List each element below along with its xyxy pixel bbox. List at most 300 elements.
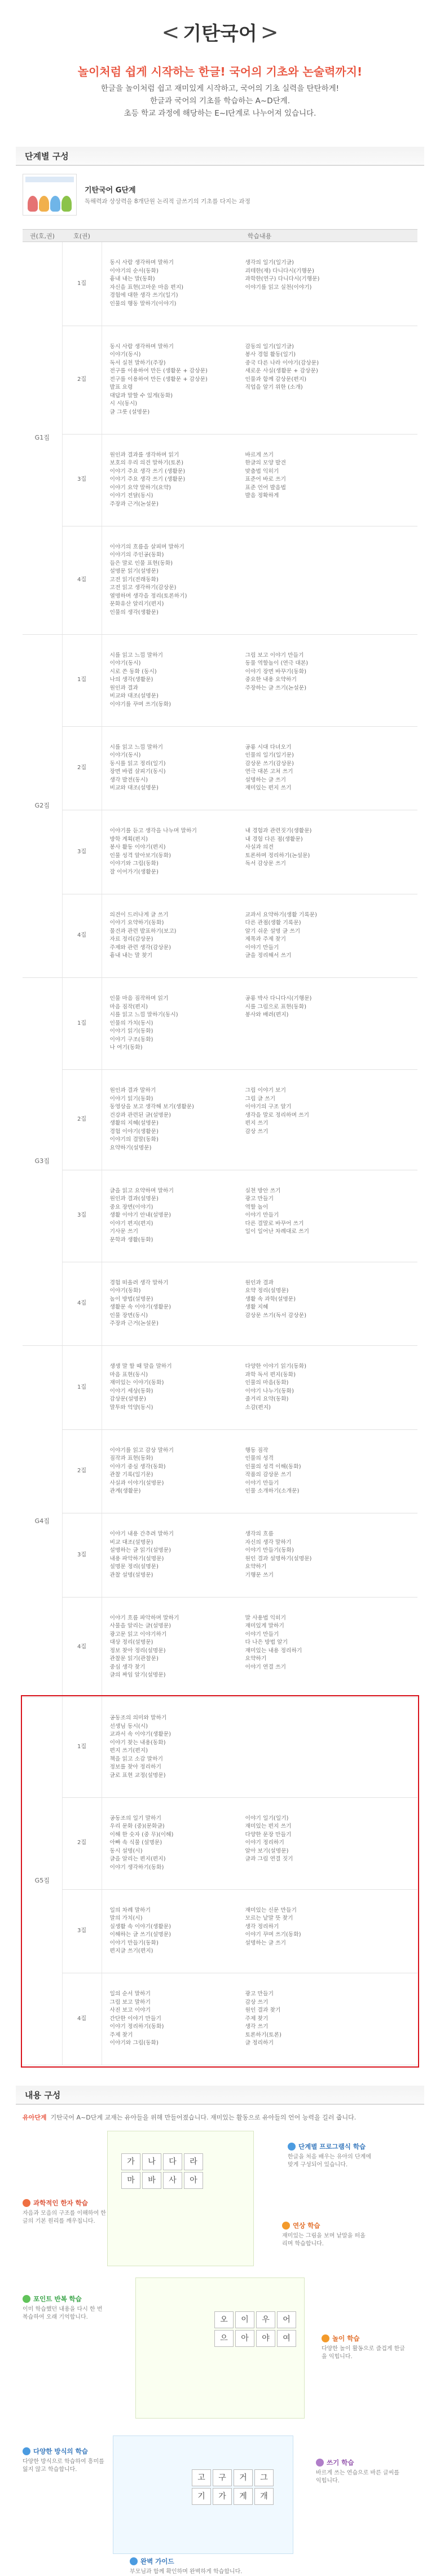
lesson-item: 인물의 가치(동시) <box>109 1020 153 1026</box>
lesson-item: 감상문 쓰기(감상문) <box>245 760 294 767</box>
lesson-item: 생생 말 할 때 말을 말하기 <box>109 1363 172 1370</box>
lesson-item: 동시를 읽고 정리(일기) <box>109 760 166 767</box>
content-cell <box>102 242 417 326</box>
lesson-item: 원인 결과 설명하기(설명문) <box>245 1555 312 1562</box>
bullet-icon <box>322 2334 329 2342</box>
lesson-item: 동시 사람 생각하며 말하기 <box>109 343 174 350</box>
left-column <box>110 451 245 509</box>
lesson-item: 비교 대조(설명문) <box>109 1539 153 1546</box>
lesson-item: 요약하기(설명문) <box>109 1144 152 1151</box>
table-row <box>23 1070 417 1170</box>
lesson-item: 생각을 말로 정리하며 쓰기 <box>245 1112 309 1118</box>
lesson-item: 이야기 일기(일기) <box>245 1815 289 1822</box>
bullet-icon <box>130 2557 138 2565</box>
table-row <box>23 634 417 726</box>
right-column <box>245 995 412 1052</box>
section-heading-content: 내용 구성 <box>16 2086 424 2105</box>
callout-title: 연상 학습 <box>293 2222 320 2230</box>
bullet-icon <box>288 2143 296 2151</box>
right-column <box>245 652 412 709</box>
lesson-item: 시를 그림으로 표현(동화) <box>245 1003 307 1010</box>
lesson-item: 일이 일어난 차례대로 쓰기 <box>245 1228 309 1235</box>
book-cell: 2집 <box>62 1070 102 1170</box>
content-intro <box>23 2113 417 2122</box>
lesson-item: 우리 문화 (중)(문화글) <box>109 1823 165 1830</box>
callout-repeat <box>23 2294 107 2322</box>
callout-text: 한글을 처음 배우는 유아의 단계에 맞게 구성되어 있습니다. <box>288 2154 371 2168</box>
lesson-item: 인물 마음 짐작하며 읽기 <box>109 995 169 1002</box>
lesson-item: 이해 한 숫자 (중 무)(이해) <box>109 1831 174 1838</box>
lesson-item: 물건과 관련 발표하기(보고) <box>109 928 177 934</box>
lesson-item: 말 사용법 익히기 <box>245 1614 286 1621</box>
lesson-item: 이야기의 결말(동화) <box>109 1136 159 1143</box>
lesson-item: 다양한 이야기 읽기(동화) <box>245 1363 307 1370</box>
lesson-item: 시로 쓴 동화 (동시) <box>109 668 157 675</box>
lesson-item: 관찰 기록(일기문) <box>109 1472 153 1478</box>
lesson-item: 독서 실천 말하기(주장) <box>109 359 166 366</box>
right-column <box>245 451 412 509</box>
lesson-item: 봉사 경험 활동(일기) <box>245 352 296 358</box>
lesson-item: 그림 글 쓰기 <box>245 1095 276 1102</box>
lesson-item: 비교와 대조(설명문) <box>109 785 159 792</box>
lesson-item: 소감(편지) <box>245 1404 271 1411</box>
letter-box: 기 <box>192 2488 211 2505</box>
right-column <box>245 1279 412 1328</box>
lesson-item: 이야기 요약 말하기(요약) <box>109 484 171 491</box>
lesson-item: 공동조의 의미와 말하기 <box>109 1715 167 1722</box>
left-column <box>110 911 245 960</box>
book-cell: 2집 <box>62 726 102 810</box>
left-column <box>110 827 245 876</box>
level-cell: G5집 <box>23 1697 62 2065</box>
lesson-item: 이야기 만들기 <box>245 1480 279 1486</box>
lesson-item: 이야기 전달(동시) <box>109 493 153 499</box>
lesson-item: 재미있게 말하기 <box>245 1623 284 1630</box>
lesson-item: 편지 쓰기 <box>245 1120 269 1127</box>
lesson-item: 실천 방안 쓰기 <box>245 1187 281 1194</box>
lesson-item: 들은 말로 인물 표현(동화) <box>109 560 173 567</box>
callout-guide <box>130 2557 299 2576</box>
lesson-item: 생활 이야기 안내(설명문) <box>109 1212 171 1219</box>
lesson-item: 중심 생각 찾기 <box>109 1664 146 1670</box>
lesson-item: 중국 다른 나라 이야기(감상문) <box>245 359 319 366</box>
lesson-item: 이야기 주요 생각 쓰기 (생활문) <box>109 476 186 483</box>
lesson-item: 책을 읽고 소감 말하기 <box>109 1756 164 1762</box>
book-cell: 3집 <box>62 810 102 894</box>
lesson-item: 시를 읽고 느낌 말하기 <box>109 744 164 751</box>
lesson-item: 건강과 관련된 글(설명문) <box>109 1112 171 1118</box>
book-cell: 4집 <box>62 1973 102 2065</box>
lesson-item: 주장과 근거(논설문) <box>109 1320 159 1327</box>
table-row <box>23 434 417 526</box>
desc-line: 한글과 국어의 기초를 학습하는 A~D단계. <box>149 96 290 106</box>
lesson-item: 짐작과 표현(동화) <box>109 1455 153 1462</box>
lesson-item: 이야기(동시) <box>109 660 141 667</box>
lesson-item: 토론하기(토론) <box>245 2031 281 2038</box>
right-column <box>245 1614 412 1680</box>
callout-text: 부모님과 함께 확인하며 완벽하게 학습합니다. <box>130 2569 243 2575</box>
level-cell: G3집 <box>23 978 62 1346</box>
lesson-item: 이야기 만들기 <box>245 944 279 951</box>
lesson-item: 원인과 결과 <box>245 1279 274 1286</box>
table-row <box>23 1429 417 1513</box>
table-row <box>23 978 417 1070</box>
description <box>0 82 440 120</box>
lesson-item: 이야기를 읽고 실천(이야기) <box>245 284 312 291</box>
lesson-item: 원인 결과 찾기 <box>245 2007 281 2014</box>
lesson-item: 이야기 읽기(동화) <box>109 1095 153 1102</box>
lesson-item: 이야기 연결 쓰기 <box>245 1664 286 1670</box>
right-column <box>245 1363 412 1412</box>
letter-box: 개 <box>254 2488 274 2505</box>
lesson-item: 글 그릇 (설명문) <box>109 409 150 415</box>
content-cell <box>102 526 417 634</box>
lesson-item: 자료 정리(감상문) <box>109 936 153 943</box>
lesson-item: 이야기 정리하기(동화) <box>109 2024 164 2030</box>
lesson-item: 모르는 낱말 뜻 찾기 <box>245 1915 293 1922</box>
letter-box: 마 <box>121 2172 140 2189</box>
lesson-item: 맞춤법 익히기 <box>245 468 279 475</box>
table-header <box>23 230 417 242</box>
book-cell: 4집 <box>62 1597 102 1697</box>
lesson-item: 과학 독서 편지(동화) <box>245 1371 296 1378</box>
lesson-item: 나 여기(동화) <box>109 1045 143 1051</box>
lesson-item: 주장과 근거(논설문) <box>109 501 159 507</box>
right-column <box>245 1187 412 1245</box>
lesson-item: 그림 이야기 보기 <box>245 1087 286 1094</box>
lesson-item: 이야기의 순서(동화) <box>109 267 159 274</box>
lesson-item: 방학 계획(편지) <box>109 836 148 842</box>
lesson-item: 사실과 이야기(설명문) <box>109 1480 164 1486</box>
bracket-left: < <box>161 19 180 45</box>
column-header: 학습내용 <box>102 230 417 242</box>
lesson-item: 경험에 대한 생각 쓰기(일기) <box>109 292 178 299</box>
right-column <box>245 259 412 308</box>
letter-box: 여 <box>277 2330 296 2347</box>
callout-title: 단계별 프로그램식 학습 <box>298 2143 366 2151</box>
book-cell: 4집 <box>62 894 102 978</box>
lesson-item: 이야기 찾는 내용(동화) <box>109 1739 166 1746</box>
lesson-item: 괴테한(재) 다니다시(기행문) <box>245 267 315 274</box>
lesson-item: 이야기의 구조 알기 <box>245 1104 292 1111</box>
lesson-item: 인물 소개하기(소개문) <box>245 1488 300 1495</box>
lesson-item: 고전 읽고 생각하기(감상문) <box>109 585 177 591</box>
lesson-item: 이야기를 꾸며 쓰기(동화) <box>109 701 171 708</box>
content-cell <box>102 1070 417 1170</box>
lesson-item: 이해하는 글 쓰기(설명문) <box>109 1932 171 1938</box>
lesson-item: 관찰 설명(설명문) <box>109 1572 153 1578</box>
lesson-item: 선생님 동시(시) <box>109 1723 148 1730</box>
letter-grid <box>121 2153 203 2189</box>
callout-title: 과학적인 한자 학습 <box>33 2199 88 2207</box>
lesson-item: 인물의 마음(동화) <box>245 1380 289 1386</box>
level-cell: G2집 <box>23 634 62 978</box>
letter-box: 그 <box>254 2469 274 2486</box>
column-header: 권(호,권) <box>23 230 62 242</box>
lesson-item: 그림 보고 이야기 만들기 <box>245 652 304 659</box>
lesson-item: 일의 차례 말하기 <box>109 1907 151 1914</box>
lesson-item: 이야기 흐름 파악하며 말하기 <box>109 1614 179 1621</box>
book-cell: 3집 <box>62 1170 102 1262</box>
lesson-item: 이야기의 흐름을 살피며 말하기 <box>109 543 184 550</box>
lesson-item: 문화유산 알리기(편지) <box>109 601 164 608</box>
letter-box: 어 <box>277 2311 296 2328</box>
right-column <box>245 744 412 793</box>
callout-title: 놀이 학습 <box>332 2334 360 2342</box>
table-row <box>23 1262 417 1346</box>
lesson-item: 경험 이야기(생활문) <box>109 1128 159 1135</box>
lesson-item: 간단한 이야기 만들기 <box>109 2015 161 2022</box>
lesson-item: 사진 보고 이야기 <box>109 2007 151 2014</box>
callout-title: 쓰기 학습 <box>327 2459 354 2467</box>
lesson-item: 글의 짜임 알기(설명문) <box>109 1672 166 1679</box>
lesson-item: 설명하는 글 읽기(설명문) <box>109 1547 171 1554</box>
callout-title: 포인트 반복 학습 <box>33 2295 82 2303</box>
left-column <box>110 652 245 709</box>
lesson-item: 설명하는 글 쓰기 <box>245 1939 286 1946</box>
lesson-item: 제목과 주제 찾기 <box>245 936 286 943</box>
workbook-page-1 <box>107 2131 254 2266</box>
intro-text: 기탄국어 A~D단계 교재는 유아들을 위해 만들어졌습니다. 재미있는 활동으로 유아들의 언어 능력을 길러 줍니다. <box>50 2114 357 2121</box>
lesson-item: 고전 읽기(전래동화) <box>109 576 159 583</box>
lesson-item: 자신의 생각 말하기 <box>245 1539 292 1546</box>
lesson-item: 광고문 읽고 이야기하기 <box>109 1631 167 1638</box>
left-column <box>110 543 245 617</box>
lesson-item: 이야기 나누기(동화) <box>245 1388 294 1394</box>
lesson-item: 이야기(동화) <box>109 1288 141 1294</box>
lesson-item: 이야기(동시) <box>109 352 141 358</box>
lesson-item: 요약하기 <box>245 1564 267 1570</box>
lesson-item: 동시 설명(시) <box>109 1847 143 1854</box>
lesson-item: 글로 표현 교정(설명문) <box>109 1772 166 1779</box>
table-row <box>23 894 417 978</box>
book-cell: 3집 <box>62 1513 102 1598</box>
lesson-item: 비교와 대조(설명문) <box>109 693 159 700</box>
callout-text: 자음과 모음의 구조를 이해하여 한글의 기본 원리를 깨우칩니다. <box>23 2210 106 2224</box>
lesson-item: 재미있는 신문 만들기 <box>245 1907 297 1914</box>
content-cell <box>102 1429 417 1513</box>
letter-box: 라 <box>184 2153 203 2170</box>
section-heading-stages: 단계별 구성 <box>16 147 424 166</box>
lesson-item: 인물과 함께 감상문(편지) <box>245 376 307 383</box>
table-row <box>23 326 417 434</box>
lesson-item: 생활문 속 이야기(생활문) <box>109 1304 171 1311</box>
lesson-item: 주제와 관련 생각(감상문) <box>109 944 171 951</box>
callout-text: 다양한 놀이 활동으로 즐겁게 한글을 익힙니다. <box>322 2346 405 2360</box>
lesson-item: 재미있는 편지 쓰기 <box>245 1823 292 1830</box>
lesson-item: 경험 떠올려 생각 말하기 <box>109 1279 169 1286</box>
book-cell: 1집 <box>62 978 102 1070</box>
lesson-item: 원인과 결과 <box>109 684 138 691</box>
book-cell: 2집 <box>62 1797 102 1889</box>
lesson-item: 감상 쓰기 <box>245 1999 269 2005</box>
content-cell <box>102 1170 417 1262</box>
lesson-item: 글 정리하기 <box>245 2040 274 2047</box>
desc-line: 초등 학교 과정에 해당하는 E~I단계로 나누어져 있습니다. <box>124 109 316 118</box>
lesson-item: 이야기 만들기(동화) <box>109 1939 159 1946</box>
lesson-item: 관계(생활문) <box>109 1488 141 1495</box>
letter-box: 우 <box>256 2311 275 2328</box>
lesson-item: 글과 그림 연결 짓기 <box>245 1856 293 1863</box>
lesson-item: 동물 역할놀이 (연극 대본) <box>245 660 309 667</box>
lesson-item: 생활 지혜 <box>245 1304 269 1311</box>
lesson-item: 생각의 흐름 <box>245 1531 274 1538</box>
lesson-item: 요약 정리(설명문) <box>245 1288 289 1294</box>
lesson-item: 중요한 내용 요약하기 <box>245 677 297 683</box>
callout-association <box>282 2221 367 2248</box>
book-cell: 2집 <box>62 326 102 434</box>
content-cell <box>102 1346 417 1430</box>
lesson-item: 문학과 생활(동화) <box>109 1236 153 1243</box>
lesson-item: 인물의 성격 이해(동화) <box>245 1463 301 1470</box>
lesson-item: 글을 정리해서 쓰기 <box>245 953 292 959</box>
lesson-item: 다른 결말로 바꾸어 쓰기 <box>245 1220 304 1227</box>
intro-title: 기탄국어 G단계 <box>85 186 136 195</box>
letter-grid <box>214 2311 296 2347</box>
lesson-item: 원인과 결과를 생각하며 읽기 <box>109 451 179 458</box>
lesson-item: 다른 관점(생활 기록문) <box>245 920 301 927</box>
book-cover-image <box>23 174 77 216</box>
callout-various <box>23 2447 107 2474</box>
lesson-item: 한글의 모양 발견 <box>245 460 286 467</box>
lesson-item: 전구를 이용하여 만든 (생활문 + 감상문) <box>109 368 208 375</box>
lesson-item: 요약하기 <box>245 1656 267 1662</box>
left-column <box>110 1087 245 1152</box>
lesson-item: 작품의 감상문 쓰기 <box>245 1472 292 1478</box>
lesson-item: 발표 요령 <box>109 384 133 391</box>
lesson-item: 봉사 활동 이야기(편지) <box>109 844 166 851</box>
callout-writing <box>316 2458 401 2485</box>
lesson-item: 글을 읽고 요약하며 말하기 <box>109 1187 174 1194</box>
lesson-item: 공동조의 일기 말하기 <box>109 1815 161 1822</box>
letter-grid <box>192 2469 274 2505</box>
callout-text: 다양한 방식으로 학습하여 흥미를 잃지 않고 학습합니다. <box>23 2459 104 2473</box>
content-illustrations <box>23 2131 417 2575</box>
left-column <box>110 1363 245 1412</box>
lesson-item: 재미있는 편지 쓰기 <box>245 785 292 792</box>
lesson-item: 인물의 일기(일기문) <box>245 752 294 759</box>
lesson-item: 원인과 결과 말하기 <box>109 1087 156 1094</box>
lesson-item: 연극 대본 고쳐 쓰기 <box>245 769 293 775</box>
letter-box: 가 <box>213 2488 232 2505</box>
letter-box: 아 <box>235 2330 254 2347</box>
lesson-item: 아빠 속 식물 (설명문) <box>109 1840 162 1846</box>
lesson-item: 광고 만들기 <box>245 1991 274 1998</box>
column-header: 호(권) <box>62 230 102 242</box>
lesson-item: 생각 쓰기 <box>245 2024 269 2030</box>
bullet-icon <box>23 2295 30 2303</box>
lesson-item: 이야기의 주인공(동화) <box>109 552 164 559</box>
lesson-item: 잘 이어가기(생활문) <box>109 868 159 875</box>
lesson-item: 생각 발전(동시) <box>109 776 148 783</box>
bullet-icon <box>282 2222 290 2230</box>
lesson-item: 생각 정리하기 <box>245 1923 279 1930</box>
right-column <box>245 1087 412 1152</box>
lesson-item: 그림 보고 말하기 <box>109 1999 151 2005</box>
lesson-item: 감상 쓰기 <box>245 1128 269 1135</box>
letter-box: 이 <box>235 2311 254 2328</box>
lesson-item: 광고 만들기 <box>245 1196 274 1203</box>
stage-intro <box>23 174 417 216</box>
content-cell <box>102 978 417 1070</box>
lesson-item: 마음 짐작(편지) <box>109 1003 148 1010</box>
lesson-item: 사물을 알리는 글(설명문) <box>109 1623 171 1630</box>
lesson-item: 줄거리 요약(동화) <box>245 1396 289 1403</box>
lesson-item: 재미있는 이야기(동화) <box>109 1380 164 1386</box>
level-cell: G1집 <box>23 242 62 635</box>
letter-box: 사 <box>163 2172 182 2189</box>
callout-text: 재미있는 그림을 보며 낱말을 떠올리며 학습합니다. <box>282 2233 366 2247</box>
lesson-item: 알아 보기(설명문) <box>245 1847 289 1854</box>
lesson-item: 생활 속 과학(설명문) <box>245 1296 296 1302</box>
lesson-item: 표준 언어 발음법 <box>245 484 286 491</box>
lesson-item: 이야기와 그림(동화) <box>109 2040 159 2047</box>
lesson-item: 생활의 지혜(설명문) <box>109 1120 159 1127</box>
lesson-item: 동시 사람 생각하며 말하기 <box>109 260 174 266</box>
right-column <box>245 1530 412 1579</box>
letter-box: 으 <box>214 2330 234 2347</box>
lesson-item: 열명하며 생각을 정리(토론하기) <box>109 593 187 599</box>
lesson-item: 교과서 요약하기(생활 기록문) <box>245 911 317 918</box>
table-row <box>23 242 417 326</box>
letter-box: 거 <box>234 2469 253 2486</box>
lesson-item: 인물의 성격 <box>245 1455 274 1462</box>
desc-line: 한글을 놀이처럼 쉽고 재미있게 시작하고, 국어의 기초 실력을 탄탄하게! <box>100 84 340 93</box>
letter-box: 바 <box>142 2172 161 2189</box>
left-column <box>110 1279 245 1328</box>
left-column <box>110 259 245 308</box>
lesson-item: 이야기와 그림(동화) <box>109 861 159 867</box>
lesson-item: 마음 표현(동시) <box>109 1371 148 1378</box>
left-column <box>110 995 245 1052</box>
lesson-item: 공룡 박사 다니다시(기행문) <box>245 995 312 1002</box>
table-row <box>23 1597 417 1697</box>
lesson-item: 설명하는 글 쓰기 <box>245 776 286 783</box>
lesson-item: 이야기 세상(동화) <box>109 1388 153 1394</box>
book-cell: 1집 <box>62 1697 102 1798</box>
lesson-item: 인물 성격 알아보기(동화) <box>109 852 171 859</box>
lesson-item: 봉사와 배려(편지) <box>245 1012 289 1019</box>
left-column <box>110 1530 245 1579</box>
lesson-item: 대상 정리(설명문) <box>109 1639 153 1646</box>
page-title <box>0 18 440 46</box>
lesson-item: 놀이 방법(설명문) <box>109 1296 153 1302</box>
lesson-item: 전구를 이용하여 만든 (생활문 + 감상문) <box>109 376 208 383</box>
lesson-item: 새로운 사실(생활문 + 감상문) <box>245 368 318 375</box>
content-cell <box>102 634 417 726</box>
lesson-item: 알기 쉬운 설명 글 쓰기 <box>245 928 301 934</box>
tagline: 놀이처럼 쉽게 시작하는 한글! 국어의 기초와 논술력까지! <box>77 65 363 78</box>
lesson-item: 이야기 중심 생각(동화) <box>109 1463 166 1470</box>
bullet-icon <box>316 2459 324 2467</box>
content-cell <box>102 1262 417 1346</box>
lesson-item: 독서 감상문 쓰기 <box>245 861 286 867</box>
lesson-item: 이야기 내용 간추려 말하기 <box>109 1531 174 1538</box>
lesson-item: 중요 장면(이야기) <box>109 1204 153 1210</box>
lesson-item: 재미있는 내용 정리하기 <box>245 1647 302 1654</box>
left-column <box>110 343 245 417</box>
callout-program <box>288 2142 372 2169</box>
left-column <box>110 1447 245 1496</box>
book-cell: 4집 <box>62 526 102 634</box>
lesson-item: 직업을 알기 위한 (소개) <box>245 384 303 391</box>
lesson-item: 다양한 문장 만들기 <box>245 1831 292 1838</box>
letter-box: 구 <box>213 2469 232 2486</box>
intro-label: 유아단계 <box>23 2114 47 2121</box>
lesson-item: 생각의 일기(일기글) <box>245 260 294 266</box>
lesson-item: 주제 찾기 <box>245 2015 269 2022</box>
lesson-item: 나의 생각(생활문) <box>109 677 153 683</box>
